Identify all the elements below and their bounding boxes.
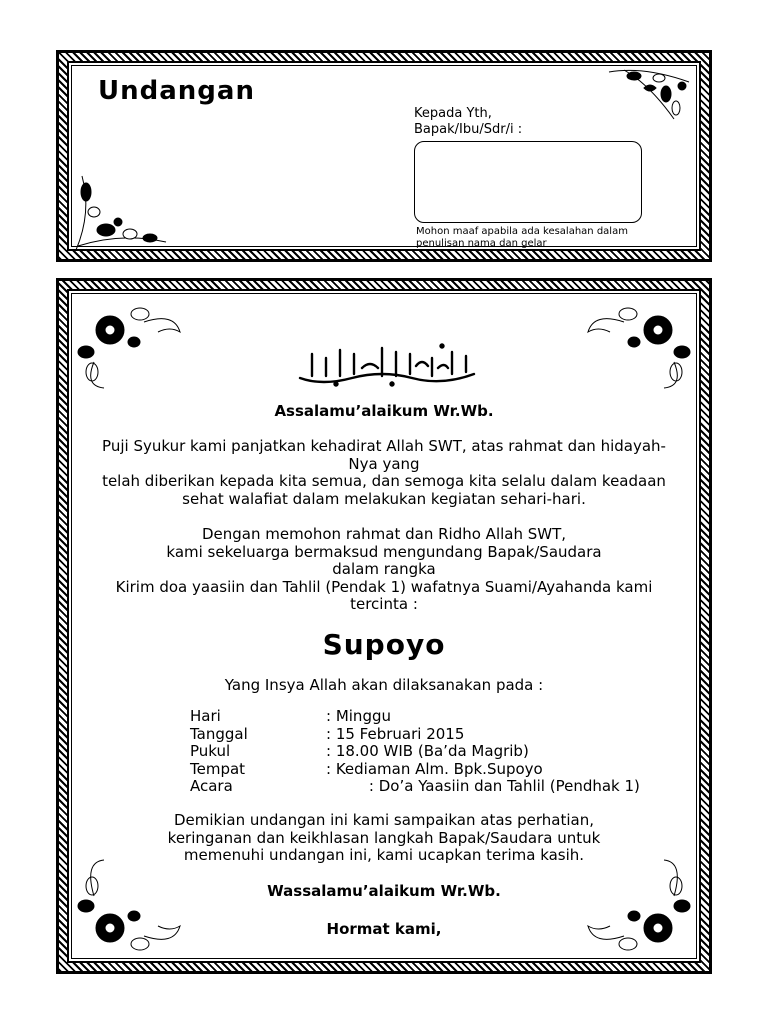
card-title: Undangan xyxy=(98,76,255,106)
paragraph-line: tercinta : xyxy=(350,595,418,613)
paragraph-line: dalam rangka xyxy=(332,560,436,578)
signoff: Hormat kami, xyxy=(326,920,442,938)
floral-corner-icon xyxy=(72,172,168,252)
detail-value: : 18.00 WIB (Ba’da Magrib) xyxy=(326,742,529,760)
recipient-line-2: Bapak/Ibu/Sdr/i : xyxy=(414,122,523,137)
detail-row xyxy=(190,761,640,779)
greeting: Assalamu’alaikum Wr.Wb. xyxy=(274,402,494,420)
detail-key: Hari xyxy=(190,707,221,725)
floral-corner-icon xyxy=(74,856,184,956)
detail-value: : Minggu xyxy=(326,707,391,725)
recipient-line-1: Kepada Yth, xyxy=(414,106,492,121)
bismillah-calligraphy-icon xyxy=(292,338,482,390)
paragraph-line: telah diberikan kepada kita semua, dan semoga kita selalu dalam keadaan xyxy=(102,472,666,490)
apology-note: Mohon maaf apabila ada kesalahan dalam penulisan nama dan gelar xyxy=(416,226,628,249)
detail-row xyxy=(190,743,640,761)
detail-row xyxy=(190,726,640,744)
floral-corner-icon xyxy=(584,856,694,956)
recipient-label xyxy=(414,106,522,138)
detail-value: : Kediaman Alm. Bpk.Supoyo xyxy=(326,759,543,778)
closing-paragraph xyxy=(56,812,712,865)
event-details xyxy=(190,708,640,796)
detail-key: Acara xyxy=(190,777,233,795)
invitation-paragraph xyxy=(56,526,712,614)
detail-key: Pukul xyxy=(190,742,231,760)
envelope-card xyxy=(56,50,712,262)
detail-key: Tempat xyxy=(190,759,246,778)
opening-paragraph xyxy=(56,438,712,508)
detail-key: Tanggal xyxy=(190,724,248,743)
detail-value: : Do’a Yaasiin dan Tahlil (Pendhak 1) xyxy=(326,777,640,795)
floral-corner-icon xyxy=(604,64,694,126)
paragraph-line: sehat walafiat dalam melakukan kegiatan sehari-hari. xyxy=(182,489,586,508)
paragraph-line: keringanan dan keikhlasan langkah Bapak/Saudara untuk xyxy=(167,828,601,847)
detail-row xyxy=(190,708,640,726)
paragraph-line: Puji Syukur kami panjatkan kehadirat Allah SWT, atas rahmat dan hidayah- xyxy=(102,437,666,455)
detail-row xyxy=(190,778,640,796)
paragraph-line: Dengan memohon rahmat dan Ridho Allah SWT, xyxy=(201,525,567,543)
address-box xyxy=(414,141,642,223)
paragraph-line: kami sekeluarga bermaksud mengundang Bapak/Saudara xyxy=(166,542,602,561)
schedule-intro: Yang Insya Allah akan dilaksanakan pada : xyxy=(224,676,544,694)
paragraph-line: Nya yang xyxy=(348,454,420,473)
deceased-name: Supoyo xyxy=(322,628,446,661)
paragraph-line: Kirim doa yaasiin dan Tahlil (Pendak 1) wafatnya Suami/Ayahanda kami xyxy=(115,577,653,596)
paragraph-line: Demikian undangan ini kami sampaikan atas perhatian, xyxy=(174,811,594,829)
invitation-card xyxy=(56,278,712,974)
detail-value: : 15 Februari 2015 xyxy=(326,724,465,743)
floral-corner-icon xyxy=(74,302,184,390)
farewell: Wassalamu’alaikum Wr.Wb. xyxy=(267,882,501,900)
floral-corner-icon xyxy=(584,302,694,390)
paragraph-line: memenuhi undangan ini, kami ucapkan terima kasih. xyxy=(183,846,585,864)
